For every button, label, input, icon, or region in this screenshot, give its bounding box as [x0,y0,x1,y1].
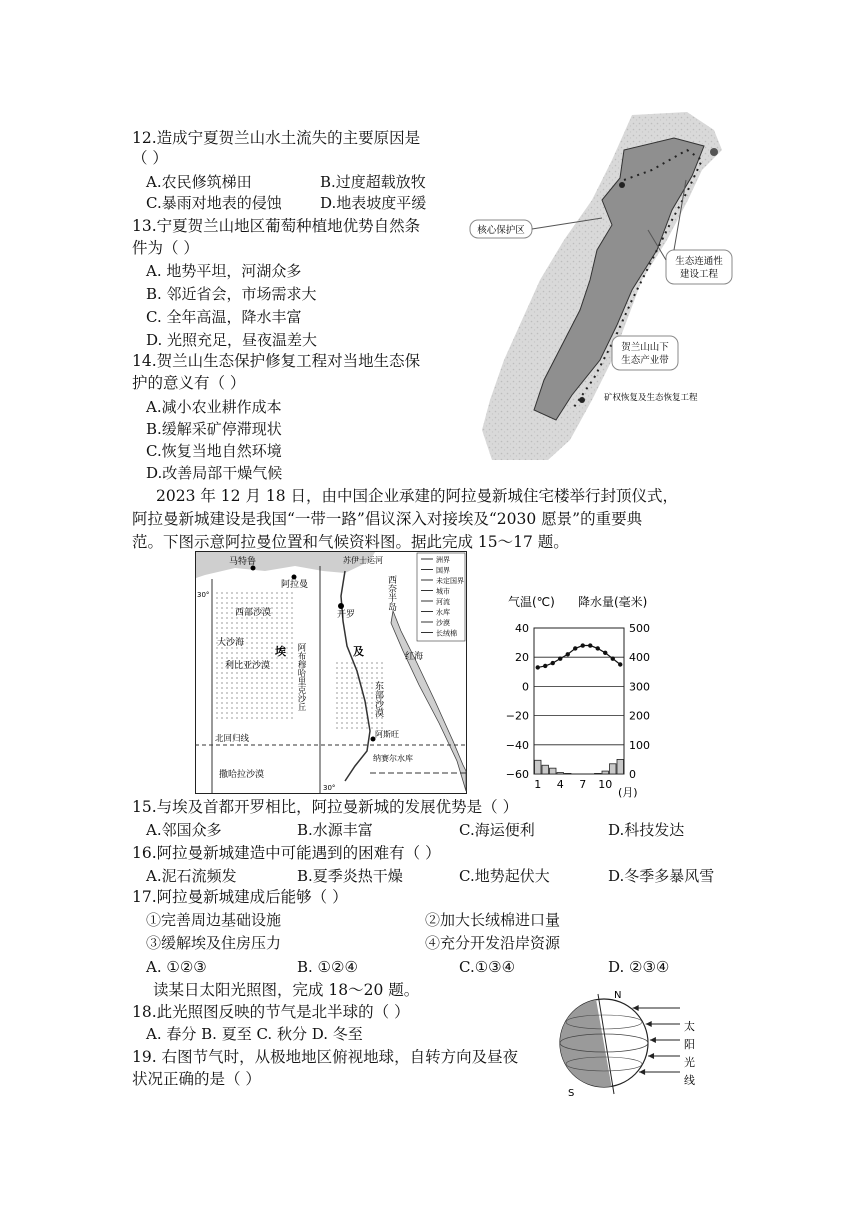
chart-right-tick: 0 [629,768,636,781]
q15-option-d: D.科技发达 [608,821,685,839]
legend-item: 未定国界 [436,577,464,585]
label-alamein: 阿拉曼 [281,580,309,590]
label-egypt: 埃 [275,645,286,658]
egypt-location-map [195,551,467,794]
label-sun-2: 阳 [684,1038,695,1051]
q13-stem: 13.宁夏贺兰山地区葡萄种植地优势自然条 [132,217,421,235]
chart-x-tick: 7 [579,778,587,791]
label-libyan-desert: 利比亚沙漠 [225,661,271,671]
legend-item: 国界 [436,566,450,575]
q16-option-b: B.夏季炎热干燥 [297,867,403,885]
q15-option-a: A.邻国众多 [146,821,222,839]
passage-line-3: 范。下图示意阿拉曼位置和气候资料图。据此完成 15～17 题。 [132,533,569,551]
chart-right-tick: 400 [629,651,650,665]
q15-stem: 15.与埃及首都开罗相比，阿拉曼新城的发展优势是（ ） [132,798,519,816]
q17-item-1: ①完善周边基础设施 [146,911,282,929]
q14-stem: 14.贺兰山生态保护修复工程对当地生态保 [132,352,421,370]
q12-stem-bracket: （ ） [132,149,168,167]
q17-item-4: ④充分开发沿岸资源 [425,934,561,952]
q15-option-b: B.水源丰富 [297,821,373,839]
q17-item-2: ②加大长绒棉进口量 [425,911,561,929]
legend-item: 长绒棉 [436,629,457,638]
passage-line-2: 阿拉曼新城建设是我国“一带一路”倡议深入对接埃及“2030 愿景”的重要典 [132,510,643,528]
label-suez: 苏伊士运河 [343,556,383,565]
legend-item: 洲界 [436,556,450,564]
chart-left-tick: 40 [515,622,529,635]
legend-item: 水库 [436,608,450,617]
precip-bar [595,773,602,774]
chart-right-tick: 500 [629,622,650,635]
chart-left-tick: −40 [505,738,529,752]
q12-option-d: D.地表坡度平缓 [320,194,427,212]
sun-ray-arrow [646,1021,652,1027]
sun-ray-arrow [650,1037,656,1043]
precip-bar [565,773,572,774]
label-sun-3: 光 [684,1056,695,1069]
label-cairo: 开罗 [337,610,356,620]
label-sun-4: 线 [684,1074,695,1087]
q17-option-a: A. ①②③ [146,958,207,976]
label-lon30: 30° [323,784,336,792]
helan-mountain-map [452,110,742,462]
chart-left-tick: 0 [522,680,529,694]
precip-bar [550,768,557,774]
label-mine: 矿权恢复及生态恢复工程 [604,393,698,403]
chart-left-tick: −20 [505,709,529,723]
chart-left-tick: −60 [505,768,529,781]
q12-option-b: B.过度超载放牧 [320,173,426,191]
q17-option-b: B. ①②④ [297,958,358,976]
label-tropic: 北回归线 [215,734,250,744]
chart-right-tick: 100 [629,738,650,752]
label-south: S [568,1088,575,1099]
chart-left-tick: 20 [515,651,529,665]
chart-xlabel: (月) [618,786,638,799]
sun-ray-arrow [639,1069,645,1075]
q13-option-d: D. 光照充足，昼夜温差大 [146,331,318,349]
climate-chart [494,592,694,802]
chart-x-tick: 4 [556,778,564,791]
dot-marker [579,397,585,403]
precip-bar [610,764,617,774]
label-matruh: 马特鲁 [229,557,257,567]
label-aswan: 阿斯旺 [375,730,399,739]
q14-stem-bracket: 护的意义有（ ） [132,374,246,392]
label-corridor-1: 生态连通性 [675,256,723,267]
label-lat30: 30° [197,591,210,599]
dot-marker [710,148,718,156]
q16-option-c: C.地势起伏大 [459,867,550,885]
dot-marker [619,182,625,188]
legend-item: 城市 [436,587,450,596]
city-marker [292,575,297,580]
q16-option-d: D.冬季多暴风雪 [608,867,715,885]
label-red-sea: 红海 [405,652,424,662]
q12-stem: 12.造成宁夏贺兰山水土流失的主要原因是 [132,129,421,147]
sunlight-globe-figure [556,988,706,1100]
q19-stem: 19. 右图节气时，从极地地区俯视地球，自转方向及昼夜 [132,1048,519,1066]
label-industry-2: 生态产业带 [621,355,669,366]
q13-option-b: B. 邻近省会，市场需求大 [146,285,317,303]
passage-line-1: 2023 年 12 月 18 日，由中国企业承建的阿拉曼新城住宅楼举行封顶仪式， [156,487,679,505]
map-legend [417,553,465,641]
q15-option-c: C.海运便利 [459,821,535,839]
q13-stem-bracket: 件为（ ） [132,239,199,257]
q13-option-a: A. 地势平坦，河湖众多 [146,262,302,280]
q12-option-a: A.农民修筑梯田 [146,173,252,191]
q14-option-d: D.改善局部干燥气候 [146,464,283,482]
label-east-desert: 东部沙漠 [373,681,383,717]
q16-option-a: A.泥石流频发 [146,867,237,885]
city-marker [338,603,344,609]
q12-option-c: C.暴雨对地表的侵蚀 [146,194,282,212]
chart-ylabel-left: 气温(℃) [508,595,555,609]
label-north: N [614,990,622,1001]
precip-bar [617,759,624,774]
legend-item: 沙漠 [436,619,450,627]
q17-item-3: ③缓解埃及住房压力 [146,934,282,952]
q18-options: A. 春分 B. 夏至 C. 秋分 D. 冬至 [146,1025,363,1043]
label-corridor-2: 建设工程 [679,269,719,280]
label-sinai: 西奈半岛 [386,575,396,611]
q13-option-c: C. 全年高温，降水丰富 [146,308,302,326]
q19-stem-2: 状况正确的是（ ） [132,1070,261,1088]
q18-stem: 18.此光照图反映的节气是北半球的（ ） [132,1003,410,1021]
q17-stem: 17.阿拉曼新城建成后能够（ ） [132,888,348,906]
precip-bar [535,760,542,774]
label-egypt-2: 及 [353,645,364,658]
chart-x-tick: 1 [534,778,542,791]
chart-plot-area [534,628,624,774]
q17-option-d: D. ②③④ [608,958,670,976]
label-west-desert: 西部沙漠 [235,608,272,618]
chart-right-tick: 300 [629,680,650,694]
intro-18-20: 读某日太阳光照图，完成 18～20 题。 [153,981,420,999]
q17-option-c: C.①③④ [459,958,516,976]
label-sahara: 撒哈拉沙漠 [219,770,265,780]
label-sun-1: 太 [684,1020,695,1033]
chart-x-tick: 10 [598,778,613,791]
q14-option-a: A.减小农业耕作成本 [146,398,282,416]
label-abu-muharik: 阿布穆哈里克沙丘 [296,643,306,711]
q14-option-b: B.缓解采矿停滞现状 [146,420,282,438]
label-industry-1: 贺兰山山下 [621,342,669,353]
precip-bar [557,773,564,774]
label-core: 核心保护区 [477,225,525,236]
precip-bar [602,771,609,774]
chart-right-tick: 200 [629,709,650,723]
q16-stem: 16.阿拉曼新城建造中可能遇到的困难有（ ） [132,844,441,862]
label-nasser: 纳赛尔水库 [373,754,413,763]
chart-ylabel-right: 降水量(毫米) [578,595,648,609]
legend-item: 河流 [436,598,450,606]
label-great-sand-sea: 大沙海 [217,638,245,648]
q14-option-c: C.恢复当地自然环境 [146,442,282,460]
precip-bar [542,765,549,774]
sun-ray-arrow [648,1053,654,1059]
